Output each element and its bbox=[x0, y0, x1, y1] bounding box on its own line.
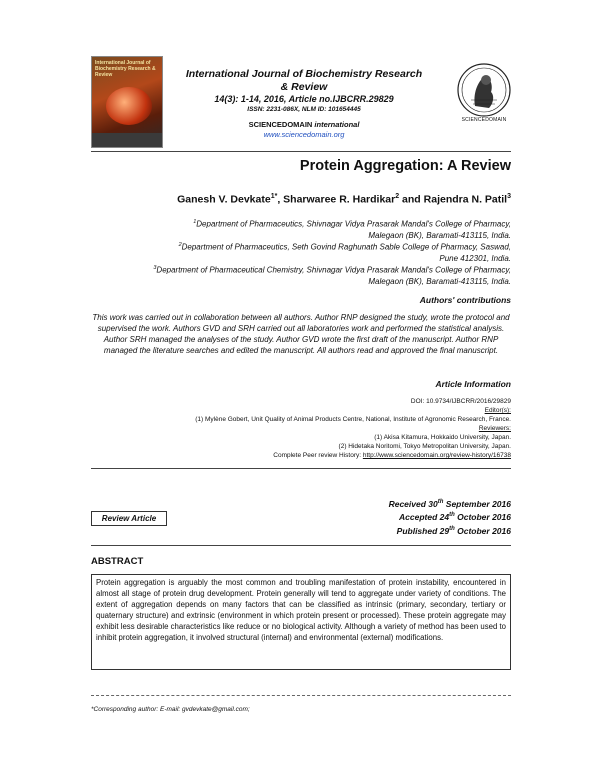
peer-review-history: Complete Peer review History: http://www.sciencedomain.org/review-history/16738 bbox=[273, 452, 511, 459]
author-name: Sharwaree R. Hardikar bbox=[283, 193, 396, 206]
publisher-website-link[interactable]: www.sciencedomain.org bbox=[263, 130, 345, 139]
article-history bbox=[300, 497, 511, 537]
footnote-divider bbox=[91, 695, 511, 696]
received-date: Received 30th September 2016 bbox=[388, 498, 511, 509]
abstract-divider bbox=[91, 545, 511, 546]
affiliation: $^3$Department of Pharmaceutical Chemistry, Shivnagar Vidya Prasarak Mandal's College of Pharmacy, Malegaon (BK), Baramati-413115, India. bbox=[153, 265, 511, 286]
published-date: Published 29th October 2016 bbox=[396, 525, 511, 536]
accepted-date: Accepted 24th October 2016 bbox=[399, 512, 511, 523]
doi: DOI: 10.9734/IJBCRR/2016/29829 bbox=[410, 398, 511, 405]
peer-review-link[interactable]: http://www.sciencedomain.org/review-history/16738 bbox=[362, 452, 511, 459]
editor-label: Editor(s): bbox=[484, 407, 511, 414]
article-info-heading: Article Information bbox=[435, 379, 511, 389]
cover-band bbox=[92, 133, 162, 147]
publisher-name: SCIENCEDOMAIN international bbox=[248, 120, 360, 129]
affiliation: $^1$Department of Pharmaceutics, Shivnagar Vidya Prasarak Mandal's College of Pharmacy, Malegaon (BK), Baramati-413115, India. bbox=[193, 219, 511, 240]
cover-artwork bbox=[106, 87, 152, 125]
info-divider bbox=[91, 468, 511, 469]
contributions-heading: Authors' contributions bbox=[419, 295, 511, 305]
abstract-text: Protein aggregation is arguably the most common and troubling manifestation of protein instability, encountered in almost all stage of protein drug development. Protein generally will tend to aggregate under variety of conditions. The extent of aggregation depends on many factors that can be classified as intrinsic (primary, secondary, tertiary or quaternary structure) and extrinsic (environment in which protein present or processed). These protein aggregate may exhibit less desirable characteristics like reduce or no biological activity. Although a variety of method has been used to inhibit protein aggregation, it involved structural (internal) and environmental (external) modifications. bbox=[91, 574, 511, 670]
journal-title: International Journal of Biochemistry Research & Review bbox=[185, 68, 423, 93]
journal-volume: 14(3): 1-14, 2016, Article no.IJBCRR.29829 bbox=[214, 94, 394, 104]
abstract-heading: ABSTRACT bbox=[91, 556, 144, 567]
reviewer-entry: (1) Akisa Kitamura, Hokkaido University, Japan. bbox=[374, 434, 511, 441]
author-name: Rajendra N. Patil bbox=[423, 193, 508, 206]
corresponding-author-footnote: *Corresponding author: E-mail: gvdevkate@gmail.com; bbox=[91, 706, 250, 713]
publisher-logo-label: SCIENCEDOMAIN bbox=[461, 117, 507, 123]
author-name: Ganesh V. Devkate bbox=[177, 193, 271, 206]
header-divider bbox=[91, 151, 511, 152]
cover-title: International Journal of Biochemistry Research & Review bbox=[95, 60, 156, 78]
author-list: Ganesh V. Devkate$^{1*}$, Sharwaree R. Hardikar$^2$ and Rajendra N. Patil$^3$ bbox=[177, 193, 511, 206]
journal-issn: ISSN: 2231-086X, NLM ID: 101654445 bbox=[247, 106, 361, 113]
reviewer-entry: (2) Hidetaka Noritomi, Tokyo Metropolitan University, Japan. bbox=[338, 443, 511, 450]
contributions-text: This work was carried out in collaboration between all authors. Author RNP designed the study, wrote the protocol and supervised the work. Authors GVD and SRH carried out all laboratories work and performed the statistical analysis. Author SRH managed the analyses of the study. Author GVD wrote the first draft of the manuscript. Author RNP managed the literature searches and edited the manuscript. All authors read and approved the final manuscript. bbox=[92, 313, 510, 355]
journal-cover-image bbox=[91, 56, 163, 148]
article-type-badge: Review Article bbox=[91, 511, 167, 526]
affiliation: $^2$Department of Pharmaceutics, Seth Govind Raghunath Sable College of Pharmacy, Saswad, Pune 412301, India. bbox=[178, 242, 511, 263]
editor-entry: (1) Mylène Gobert, Unit Quality of Animal Products Centre, National, Institute of Agronomic Research, France. bbox=[195, 416, 511, 423]
reviewers-label: Reviewers: bbox=[478, 425, 511, 432]
paper-title: Protein Aggregation: A Review bbox=[299, 158, 511, 174]
